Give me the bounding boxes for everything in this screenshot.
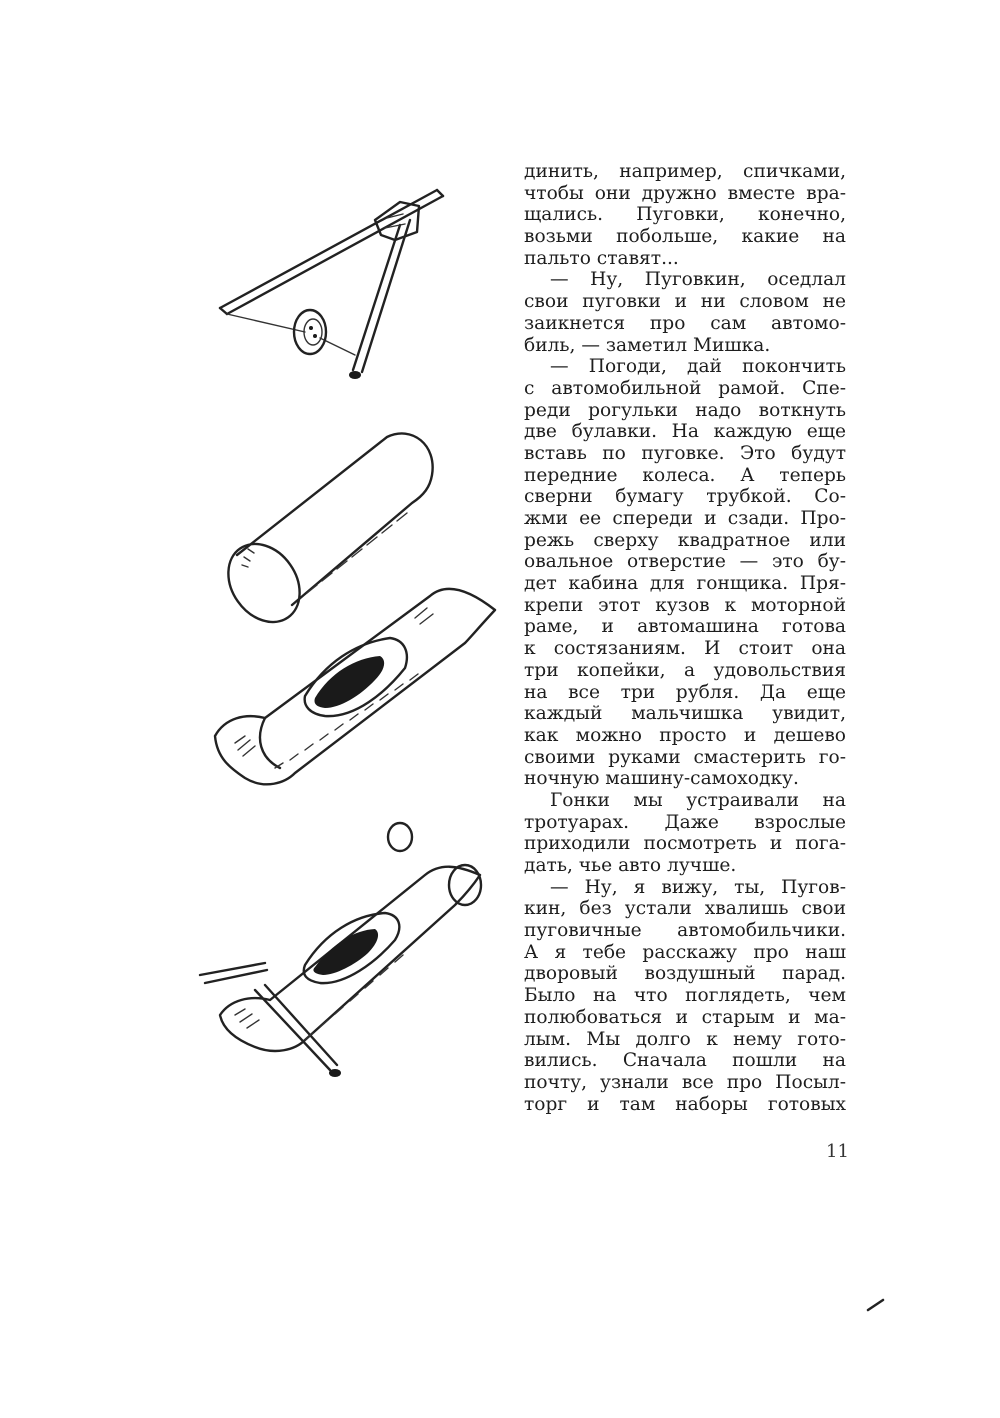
paragraph [524,356,846,790]
paragraph [524,790,846,877]
text-line: ночную машину-самоходку. [524,768,799,790]
paragraph [524,269,846,356]
text-line: на все три рубля. Да еще [524,681,846,703]
text-line: три копейки, а удовольствия [524,659,846,681]
text-line: свои пуговки и ни словом не [524,291,846,313]
text-line: пуговичные автомобильчики. [524,920,846,942]
text-line: овальное отверстие — это бу- [524,551,846,573]
paragraph [524,161,846,269]
text-line: две булавки. На каждую еще [524,421,846,443]
text-line: крепи этот кузов к моторной [524,594,846,616]
text-column [524,161,846,1115]
text-line: передние колеса. А теперь [524,464,846,486]
text-line: почту, узнали все про Посыл- [524,1071,846,1093]
text-line: каждый мальчишка увидит, [524,703,846,725]
text-line: как можно просто и дешево [524,724,846,746]
text-line: лым. Мы долго к нему гото- [524,1028,846,1050]
text-line: реди рогульки надо воткнуть [524,399,846,421]
text-line: вставь по пуговке. Это будут [524,442,846,464]
text-line: торг и там наборы готовых [524,1093,846,1115]
paragraph [524,877,846,1116]
text-line: Гонки мы устраивали на [550,789,846,811]
frame-slingshot-illustration [205,180,465,390]
text-line: возьми побольше, какие на [524,226,846,248]
text-line: тротуарах. Даже взрослые [524,811,846,833]
text-line: режь сверху квадратное или [524,529,846,551]
text-line: дет кабина для гонщика. Пря- [524,573,846,595]
text-line: жми ее спереди и сзади. Про- [524,508,846,529]
text-line: биль, — заметил Мишка. [524,334,771,356]
text-line: дать, чье авто лучше. [524,855,737,876]
text-line: своими руками смастерить го- [524,746,846,768]
text-line: — Погоди, дай покончить [550,356,846,378]
page-number: 11 [826,1141,849,1162]
text-line: к состязаниям. И стоит она [524,638,846,660]
text-line: дворовый воздушный парад. [524,963,846,985]
text-line: сверни бумагу трубкой. Со- [524,486,846,508]
car-body-illustration [205,568,505,798]
text-line: раме, и автомашина готова [524,616,846,638]
text-line: заикнется про сам автомо- [524,312,846,334]
text-line: полюбоваться и старым и ма- [524,1006,846,1028]
text-line: А я тебе расскажу про наш [524,941,846,963]
text-line: вились. Сначала пошли на [524,1050,846,1072]
text-line: кин, без устали хвалишь свои [524,898,846,920]
text-line: с автомобильной рамой. Спе- [524,377,846,399]
assembled-car-illustration [195,815,510,1085]
text-line: пальто ставят... [524,247,679,269]
text-line: чтобы они дружно вместе вра- [524,182,846,204]
text-line: приходили посмотреть и пога- [524,833,846,855]
text-line: динить, например, спичками, [524,161,846,182]
text-line: щались. Пуговки, конечно, [524,204,846,226]
text-line: — Ну, Пуговкин, оседлал [550,269,846,291]
text-line: — Ну, я вижу, ты, Пугов- [550,876,846,898]
pencil-mark [866,1298,886,1312]
text-line: Было на что поглядеть, чем [524,985,846,1007]
